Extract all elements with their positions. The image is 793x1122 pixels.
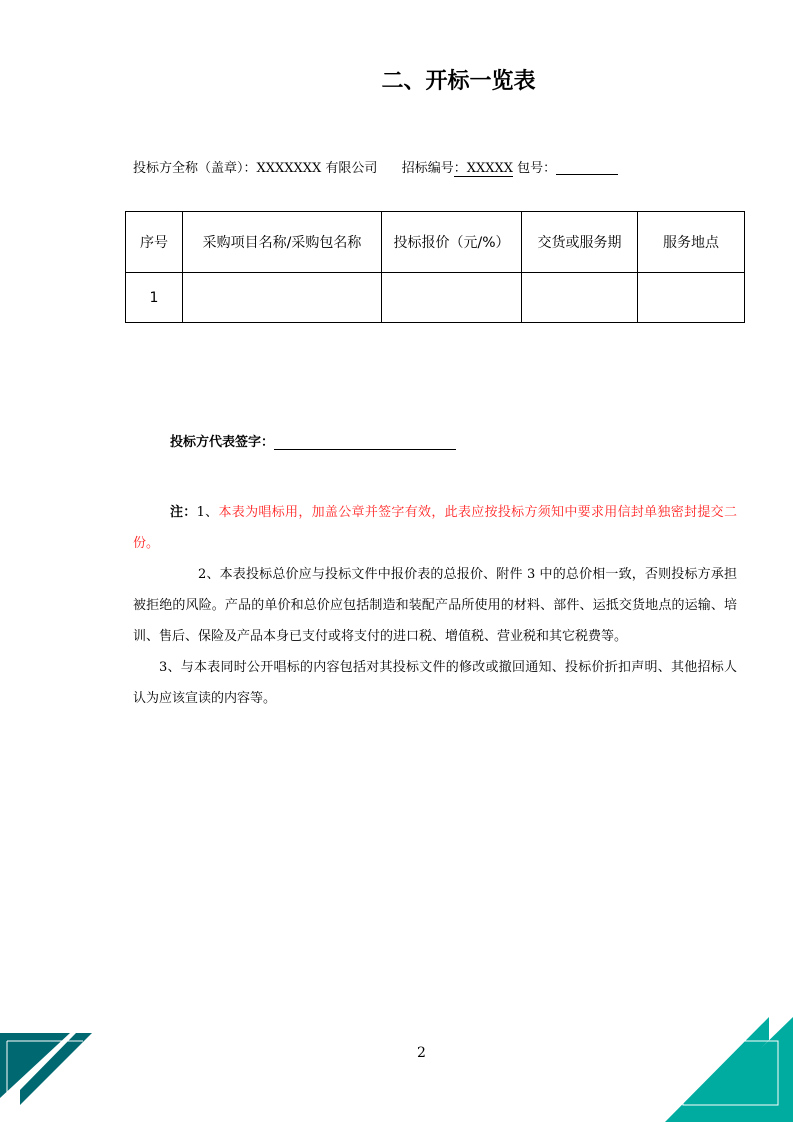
header-cell: 序号	[126, 212, 183, 273]
bottom-left-decoration	[0, 1033, 92, 1105]
table-row	[126, 273, 745, 323]
package-label: 包号：	[517, 161, 557, 176]
table-cell: 1	[126, 273, 183, 323]
page-number: 2	[417, 1045, 426, 1061]
page-title: 二、开标一览表	[381, 69, 536, 94]
signature-blank	[274, 435, 456, 450]
note-2: 2、本表投标总价应与投标文件中报价表的总报价、附件 3 中的总价相一致，否则投标方承担被拒绝的风险。产品的单价和总价应包括制造和装配产品所使用的材料、部件、运抵交货地点的运输、培训、售后、保险及产品本身已支付或将支付的进口税、增值税、营业税和其它税费等。	[133, 567, 737, 644]
header-cell: 服务地点	[638, 212, 745, 273]
tender-no-value: ：XXXXX	[454, 157, 513, 177]
header-cell: 采购项目名称/采购包名称	[183, 212, 382, 273]
table-cell	[382, 273, 522, 323]
table-cell	[183, 273, 382, 323]
signature-line	[170, 431, 456, 450]
bottom-right-decoration	[665, 1017, 793, 1122]
bidder-label: 投标方全称（盖章）：	[133, 161, 257, 176]
bidder-value: XXXXXXX 有限公司	[256, 161, 378, 176]
note-1	[133, 497, 737, 559]
bid-table	[125, 211, 745, 323]
table-cell	[638, 273, 745, 323]
table-cell	[522, 273, 638, 323]
note-prefix: 注：	[170, 505, 197, 520]
signature-label: 投标方代表签字：	[170, 435, 275, 450]
note-1-text: 本表为唱标用，加盖公章并签字有效，此表应按投标方须知中要求用信封单独密封提交二份。	[133, 505, 737, 551]
table-header-row	[126, 212, 745, 273]
note-1-num: 1、	[196, 505, 219, 520]
tender-no-label: 招标编号	[401, 161, 454, 176]
package-blank	[556, 160, 618, 175]
header-cell: 投标报价（元/%）	[382, 212, 522, 273]
note-3: 3、与本表同时公开唱标的内容包括对其投标文件的修改或撤回通知、投标价折扣声明、其他招标人认为应该宣读的内容等。	[133, 660, 737, 706]
notes	[133, 497, 737, 714]
bidder-info	[133, 157, 618, 177]
header-cell: 交货或服务期	[522, 212, 638, 273]
